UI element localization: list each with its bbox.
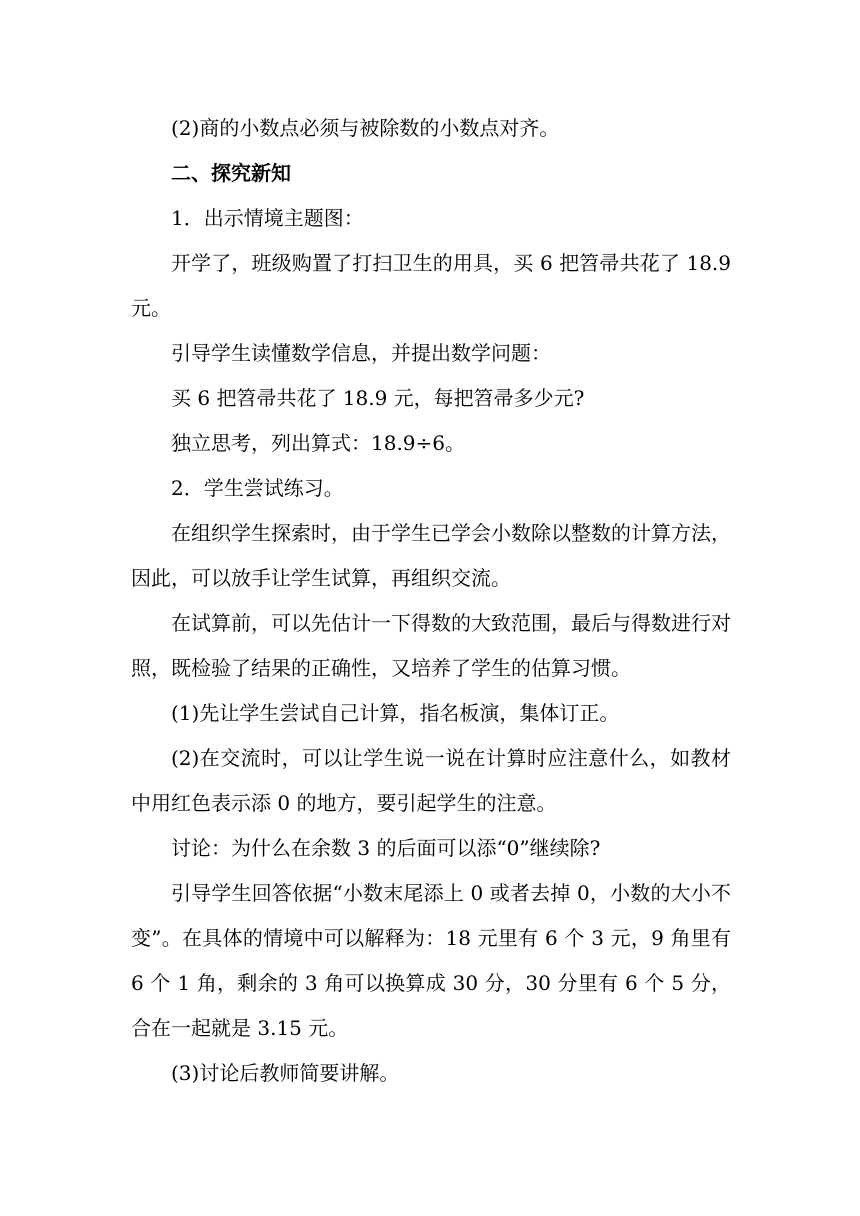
document-body [131, 106, 731, 1096]
paragraph-step-2: 2．学生尝试练习。 [171, 476, 344, 500]
paragraph-expression: 独立思考，列出算式：18.9÷6。 [171, 431, 466, 455]
section-heading: 二、探究新知 [171, 161, 291, 185]
paragraph-guide-reading: 引导学生读懂数学信息，并提出数学问题： [171, 341, 551, 365]
paragraph-scenario: 开学了，班级购置了打扫卫生的用具，买 6 把笤帚共花了 18.9 元。 [131, 251, 731, 320]
paragraph-explanation: 引导学生回答依据“小数末尾添上 0 或者去掉 0，小数的大小不变”。在具体的情境中可以解释为：18 元里有 6 个 3 元，9 角里有 6 个 1 角，剩余的 3 角可以换算成 30 分，30 分里有 6 个 5 分，合在一起就是 3.15 元。 [131, 881, 731, 1040]
paragraph-substep-3: (3)讨论后教师简要讲解。 [171, 1061, 400, 1085]
paragraph-exploration: 在组织学生探索时，由于学生已学会小数除以整数的计算方法，因此，可以放手让学生试算，再组织交流。 [131, 521, 731, 590]
paragraph-decimal-point-rule: (2)商的小数点必须与被除数的小数点对齐。 [171, 116, 560, 140]
paragraph-estimation: 在试算前，可以先估计一下得数的大致范围，最后与得数进行对照，既检验了结果的正确性，又培养了学生的估算习惯。 [131, 611, 731, 680]
paragraph-substep-2: (2)在交流时，可以让学生说一说在计算时应注意什么，如教材中用红色表示添 0 的地方，要引起学生的注意。 [131, 746, 731, 815]
paragraph-step-1: 1．出示情境主题图： [171, 206, 364, 230]
paragraph-discussion: 讨论：为什么在余数 3 的后面可以添“0”继续除? [171, 836, 601, 860]
paragraph-question: 买 6 把笤帚共花了 18.9 元，每把笤帚多少元? [171, 386, 585, 410]
paragraph-substep-1: (1)先让学生尝试自己计算，指名板演，集体订正。 [171, 701, 620, 725]
